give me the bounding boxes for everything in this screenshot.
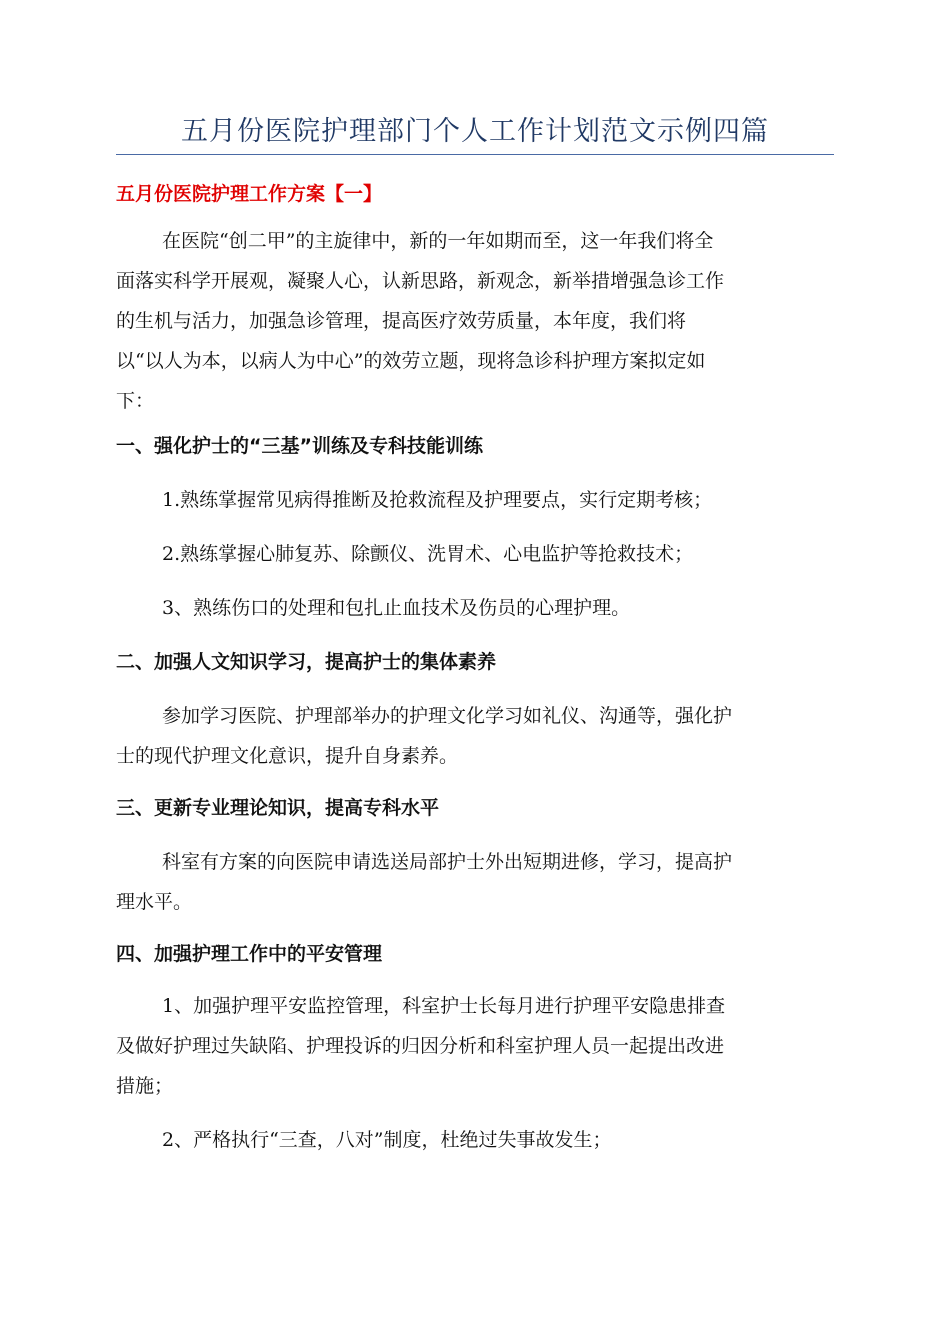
list-item [116, 588, 834, 628]
title-underline [116, 154, 834, 155]
list-item [116, 534, 834, 574]
list-item-text: 2、严格执行“三查，八对”制度，杜绝过失事故发生； [162, 1129, 612, 1151]
paragraph-line: 及做好护理过失缺陷、护理投诉的归因分析和科室护理人员一起提出改进 [116, 1035, 725, 1057]
paragraph-line: 士的现代护理文化意识，提升自身素养。 [116, 745, 459, 767]
intro-paragraph [116, 221, 834, 421]
paragraph-4-1 [116, 986, 834, 1106]
list-item [116, 1120, 834, 1160]
list-item [116, 480, 834, 520]
paragraph-line: 措施； [116, 1075, 174, 1097]
intro-line: 下： [116, 390, 155, 412]
intro-line: 在医院“创二甲”的主旋律中，新的一年如期而至，这一年我们将全 [162, 230, 714, 252]
paragraph-line: 1、加强护理平安监控管理，科室护士长每月进行护理平安隐患排查 [162, 995, 726, 1017]
paragraph-3 [116, 842, 834, 922]
paragraph-2 [116, 696, 834, 776]
paragraph-line: 科室有方案的向医院申请选送局部护士外出短期进修，学习，提高护 [162, 851, 733, 873]
heading-1: 一、强化护士的“三基”训练及专科技能训练 [116, 435, 483, 457]
document-title: 五月份医院护理部门个人工作计划范文示例四篇 [181, 116, 769, 147]
intro-line: 以“以人为本，以病人为中心”的效劳立题，现将急诊科护理方案拟定如 [116, 350, 706, 372]
paragraph-line: 参加学习医院、护理部举办的护理文化学习如礼仪、沟通等，强化护 [162, 705, 733, 727]
list-item-text: 3、熟练伤口的处理和包扎止血技术及伤员的心理护理。 [162, 597, 631, 619]
intro-line: 的生机与活力，加强急诊管理，提高医疗效劳质量，本年度，我们将 [116, 310, 687, 332]
heading-2: 二、加强人文知识学习，提高护士的集体素养 [116, 651, 497, 673]
section-title: 五月份医院护理工作方案【一】 [116, 183, 383, 205]
intro-line: 面落实科学开展观，凝聚人心，认新思路，新观念，新举措增强急诊工作 [116, 270, 725, 292]
list-item-text: 2.熟练掌握心肺复苏、除颤仪、洗胃术、心电监护等抢救技术； [162, 543, 694, 565]
heading-4: 四、加强护理工作中的平安管理 [116, 943, 383, 965]
paragraph-line: 理水平。 [116, 891, 193, 913]
heading-3: 三、更新专业理论知识，提高专科水平 [116, 797, 440, 819]
list-item-text: 1.熟练掌握常见病得推断及抢救流程及护理要点，实行定期考核； [162, 489, 713, 511]
